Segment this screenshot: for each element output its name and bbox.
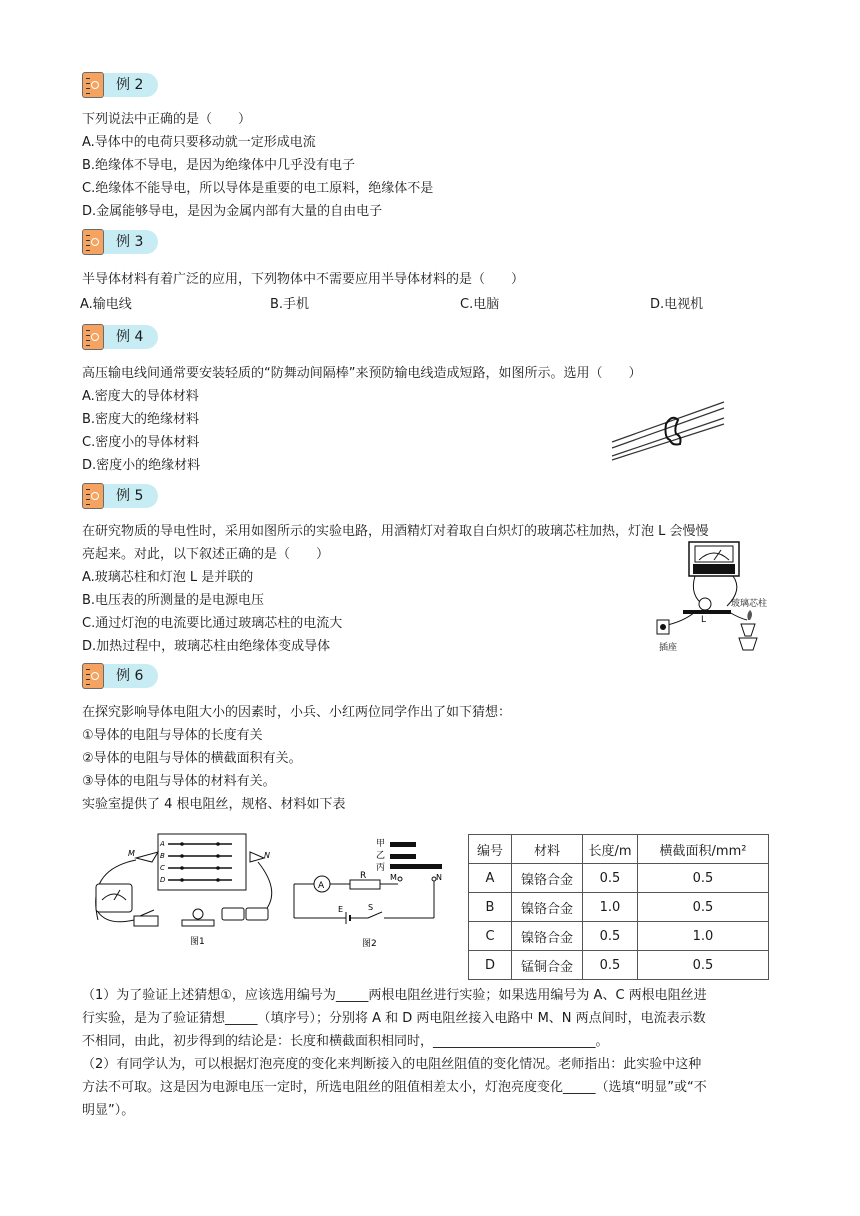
table-cell: D — [469, 951, 512, 980]
example-6-label: 例 6 — [104, 664, 158, 688]
example-3-option-c: C.电脑 — [460, 297, 500, 312]
notebook-icon — [82, 663, 104, 689]
guess-2: ②导体的电阻与导体的横截面积有关。 — [82, 751, 302, 766]
label-bing: 丙 — [376, 863, 386, 873]
table-header: 编号 — [469, 835, 512, 864]
table-cell: 锰铜合金 — [512, 951, 583, 980]
label-yi: 乙 — [376, 851, 386, 861]
example-2-label: 例 2 — [104, 73, 158, 97]
example-5-badge — [82, 483, 158, 509]
lab-note: 实验室提供了 4 根电阻丝，规格、材料如下表 — [82, 797, 346, 812]
example-3-option-d: D.电视机 — [650, 297, 704, 312]
example-5-stem-line-1: 在研究物质的导电性时，采用如图所示的实验电路，用酒精灯对着取自白炽灯的玻璃芯柱加热，灯泡 L 会慢慢 — [82, 524, 709, 539]
glass-core-label: 玻璃芯柱 — [731, 599, 768, 609]
question-1-line-3: 不相同，由此，初步得到的结论是：长度和横截面积相同时，_________________________。 — [82, 1034, 609, 1049]
example-6-badge — [82, 663, 158, 689]
example-2-option-a: A.导体中的电荷只要移动就一定形成电流 — [82, 135, 316, 150]
example-5-option-b: B.电压表的所测量的是电源电压 — [82, 593, 265, 608]
table-cell: 镍铬合金 — [512, 922, 583, 951]
conductivity-experiment-figure — [655, 540, 780, 656]
resistance-wire-table — [468, 834, 769, 980]
ammeter-label: A — [318, 881, 325, 891]
figure-1-circuit — [82, 830, 282, 950]
battery-label: E — [338, 905, 344, 914]
example-5-label: 例 5 — [104, 484, 158, 508]
table-cell: B — [469, 893, 512, 922]
example-4-badge — [82, 324, 158, 350]
clip-m-label: M — [128, 849, 135, 858]
table-cell: 0.5 — [583, 864, 638, 893]
notebook-icon — [82, 324, 104, 350]
table-row — [469, 864, 769, 893]
question-2-line-2: 方法不可取。这是因为电源电压一定时，所选电阻丝的阻值相差太小，灯泡亮度变化_____（选填“明显”或“不 — [82, 1080, 707, 1095]
label-jia: 甲 — [376, 839, 386, 849]
table-cell: 0.5 — [638, 864, 769, 893]
question-2-line-1: （2）有同学认为，可以根据灯泡亮度的变化来判断接入的电阻丝阻值的变化情况。老师指出：此实验中这种 — [82, 1057, 702, 1072]
example-5-option-a: A.玻璃芯柱和灯泡 L 是并联的 — [82, 570, 254, 585]
example-3-stem: 半导体材料有着广泛的应用，下列物体中不需要应用半导体材料的是（ ） — [82, 272, 525, 287]
example-4-option-a: A.密度大的导体材料 — [82, 389, 199, 404]
table-header-row — [469, 835, 769, 864]
example-3-label: 例 3 — [104, 230, 158, 254]
power-line-spacer-figure — [608, 396, 728, 462]
guess-3: ③导体的电阻与导体的材料有关。 — [82, 774, 276, 789]
example-4-label: 例 4 — [104, 325, 158, 349]
example-4-stem: 高压输电线间通常要安装轻质的“防舞动间隔棒”来预防输电线造成短路，如图所示。选用（ ） — [82, 366, 642, 381]
example-3-badge — [82, 229, 158, 255]
example-2-option-b: B.绝缘体不导电，是因为绝缘体中几乎没有电子 — [82, 158, 356, 173]
table-row — [469, 951, 769, 980]
switch-label: S — [368, 903, 374, 912]
table-cell: 0.5 — [583, 922, 638, 951]
figure-2-circuit — [288, 836, 454, 950]
resistor-label: R — [360, 871, 367, 881]
table-header: 长度/m — [583, 835, 638, 864]
question-2-line-3: 明显”）。 — [82, 1103, 135, 1118]
example-4-option-b: B.密度大的绝缘材料 — [82, 412, 200, 427]
notebook-icon — [82, 483, 104, 509]
table-cell: 1.0 — [583, 893, 638, 922]
wire-c-label: C — [160, 864, 165, 872]
guess-1: ①导体的电阻与导体的长度有关 — [82, 728, 263, 743]
table-cell: C — [469, 922, 512, 951]
table-cell: A — [469, 864, 512, 893]
table-cell: 镍铬合金 — [512, 864, 583, 893]
table-cell: 0.5 — [638, 893, 769, 922]
point-m-label: M — [390, 873, 397, 882]
table-row — [469, 922, 769, 951]
notebook-icon — [82, 229, 104, 255]
example-4-option-d: D.密度小的绝缘材料 — [82, 458, 201, 473]
example-6-stem: 在探究影响导体电阻大小的因素时，小兵、小红两位同学作出了如下猜想： — [82, 705, 512, 720]
figure-1-caption: 图1 — [190, 937, 205, 947]
wire-d-label: D — [160, 876, 166, 884]
example-4-option-c: C.密度小的导体材料 — [82, 435, 200, 450]
table-cell: 镍铬合金 — [512, 893, 583, 922]
notebook-icon — [82, 72, 104, 98]
example-2-option-c: C.绝缘体不能导电，所以导体是重要的电工原料，绝缘体不是 — [82, 181, 434, 196]
table-cell: 0.5 — [583, 951, 638, 980]
wire-a-label: A — [160, 840, 165, 848]
table-header: 材料 — [512, 835, 583, 864]
point-n-label: N — [436, 873, 442, 882]
example-5-stem-line-2: 亮起来。对此，以下叙述正确的是（ ） — [82, 547, 330, 562]
question-1-line-1: （1）为了验证上述猜想①，应该选用编号为_____两根电阻丝进行实验；如果选用编号为 A、C 两根电阻丝进 — [82, 988, 707, 1003]
clip-n-label: N — [264, 851, 270, 860]
wire-b-label: B — [160, 852, 165, 860]
figure-2-caption: 图2 — [362, 939, 377, 949]
example-3-option-b: B.手机 — [270, 297, 310, 312]
table-cell: 1.0 — [638, 922, 769, 951]
table-row — [469, 893, 769, 922]
question-1-line-2: 行实验，是为了验证猜想_____（填序号）；分别将 A 和 D 两电阻丝接入电路中 M、N 两点间时，电流表示数 — [82, 1011, 706, 1026]
table-cell: 0.5 — [638, 951, 769, 980]
example-5-option-c: C.通过灯泡的电流要比通过玻璃芯柱的电流大 — [82, 616, 343, 631]
example-3-option-a: A.输电线 — [80, 297, 132, 312]
example-5-option-d: D.加热过程中，玻璃芯柱由绝缘体变成导体 — [82, 639, 331, 654]
example-2-option-d: D.金属能够导电，是因为金属内部有大量的自由电子 — [82, 204, 383, 219]
socket-label: 插座 — [659, 643, 678, 653]
table-header: 横截面积/mm² — [638, 835, 769, 864]
lamp-l-label: L — [701, 615, 707, 625]
example-2-badge — [82, 72, 158, 98]
example-2-stem: 下列说法中正确的是（ ） — [82, 112, 252, 127]
